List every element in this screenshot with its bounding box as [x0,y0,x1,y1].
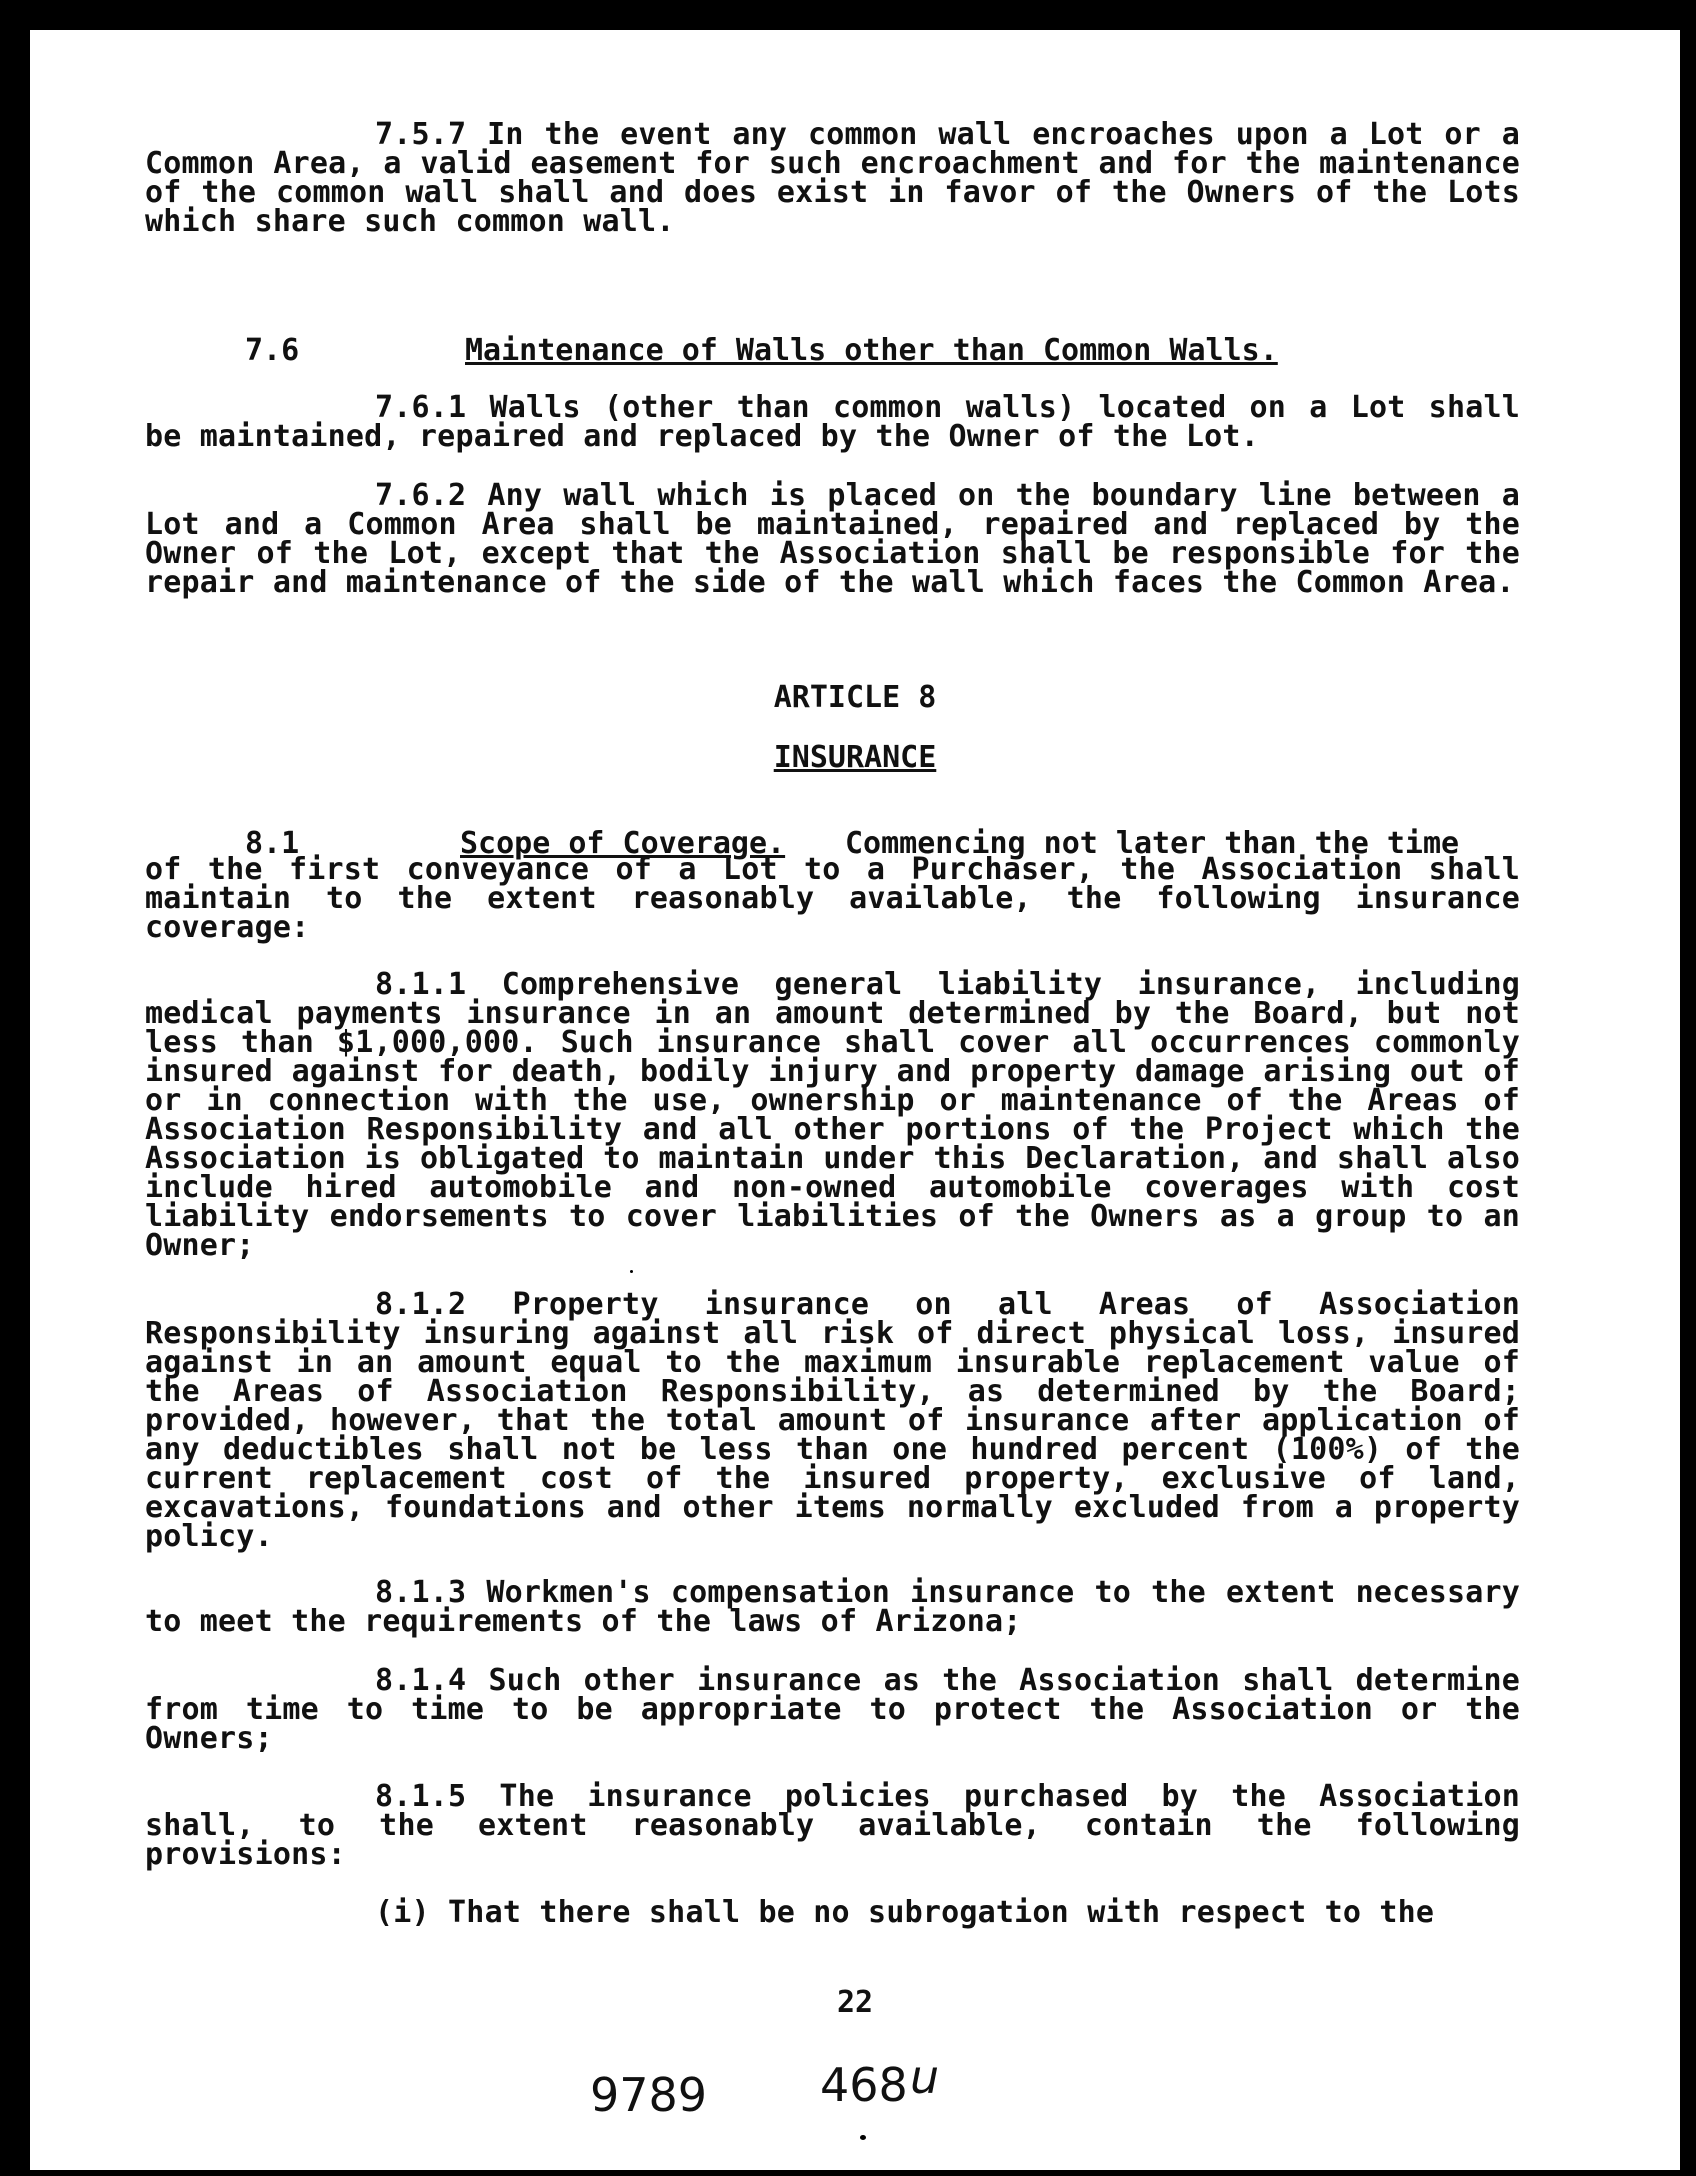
document-page [30,30,1680,2170]
scan-speck [860,2135,866,2140]
paragraph-8-1-3: 8.1.3 Workmen's compensation insurance to the extent necessary to meet the requirements of the laws of Arizona; [145,1575,1520,1639]
section-8-1-number: 8.1 [245,826,300,861]
paragraph-7-6-1: 7.6.1 Walls (other than common walls) located on a Lot shall be maintained, repaired and replaced by the Owner of the Lot. [145,390,1520,454]
paragraph-7-5-7: 7.5.7 In the event any common wall encroaches upon a Lot or a Common Area, a valid easement for such encroachment and for the maintenance of the common wall shall and does exist in favor of the Owners of the Lots which share such common wall. [145,117,1520,239]
article-title: INSURANCE [773,740,937,775]
section-7-6-number: 7.6 [245,333,300,368]
section-8-1-lead-text: Commencing not later than the time [845,826,1460,861]
stamp-number-left: 9789 [590,2068,708,2122]
paragraph-item-i: (i) That there shall be no subrogation with respect to the [375,1895,1435,1930]
page-number: 22 [836,1985,874,2020]
section-8-1-title: Scope of Coverage. [460,826,786,861]
section-8-1-text: of the first conveyance of a Lot to a Purchaser, the Association shall maintain to the extent reasonably available, the following insurance coverage: [145,852,1520,945]
paragraph-8-1-5: 8.1.5 The insurance policies purchased by the Association shall, to the extent reasonably available, contain the following provisions: [145,1779,1520,1872]
stamp-number-right: 468 [820,2058,908,2112]
stamp-mark: u [910,2050,940,2104]
paragraph-8-1-1: 8.1.1 Comprehensive general liability insurance, including medical payments insurance in an amount determined by the Board, but not less than $1,000,000. Such insurance shall cover all occurrences commonly insured against for death, bodily injury and property damage arising out of or in connection with the use, ownership or maintenance of the Areas of Association Responsibility and all other portions of the Project which the Association is obligated to maintain under this Declaration, and shall also include hired automobile and non-owned automobile coverages with cost liability endorsements to cover liabilities of the Owners as a group to an Owner; [145,967,1520,1263]
paragraph-8-1-4: 8.1.4 Such other insurance as the Association shall determine from time to time to be appropriate to protect the Association or the Owners; [145,1663,1520,1756]
paragraph-7-6-2: 7.6.2 Any wall which is placed on the boundary line between a Lot and a Common Area shall be maintained, repaired and replaced by the Owner of the Lot, except that the Association shall be responsible for the repair and maintenance of the side of the wall which faces the Common Area. [145,478,1520,600]
paragraph-8-1-2: 8.1.2 Property insurance on all Areas of Association Responsibility insuring against all risk of direct physical loss, insured against in an amount equal to the maximum insurable replacement value of the Areas of Association Responsibility, as determined by the Board; provided, however, that the total amount of insurance after application of any deductibles shall not be less than one hundred percent (100%) of the current replacement cost of the insured property, exclusive of land, excavations, foundations and other items normally excluded from a property policy. [145,1287,1520,1554]
section-7-6-title: Maintenance of Walls other than Common Walls. [465,333,1278,368]
article-heading: ARTICLE 8 [773,680,937,715]
scan-speck [630,1270,633,1273]
